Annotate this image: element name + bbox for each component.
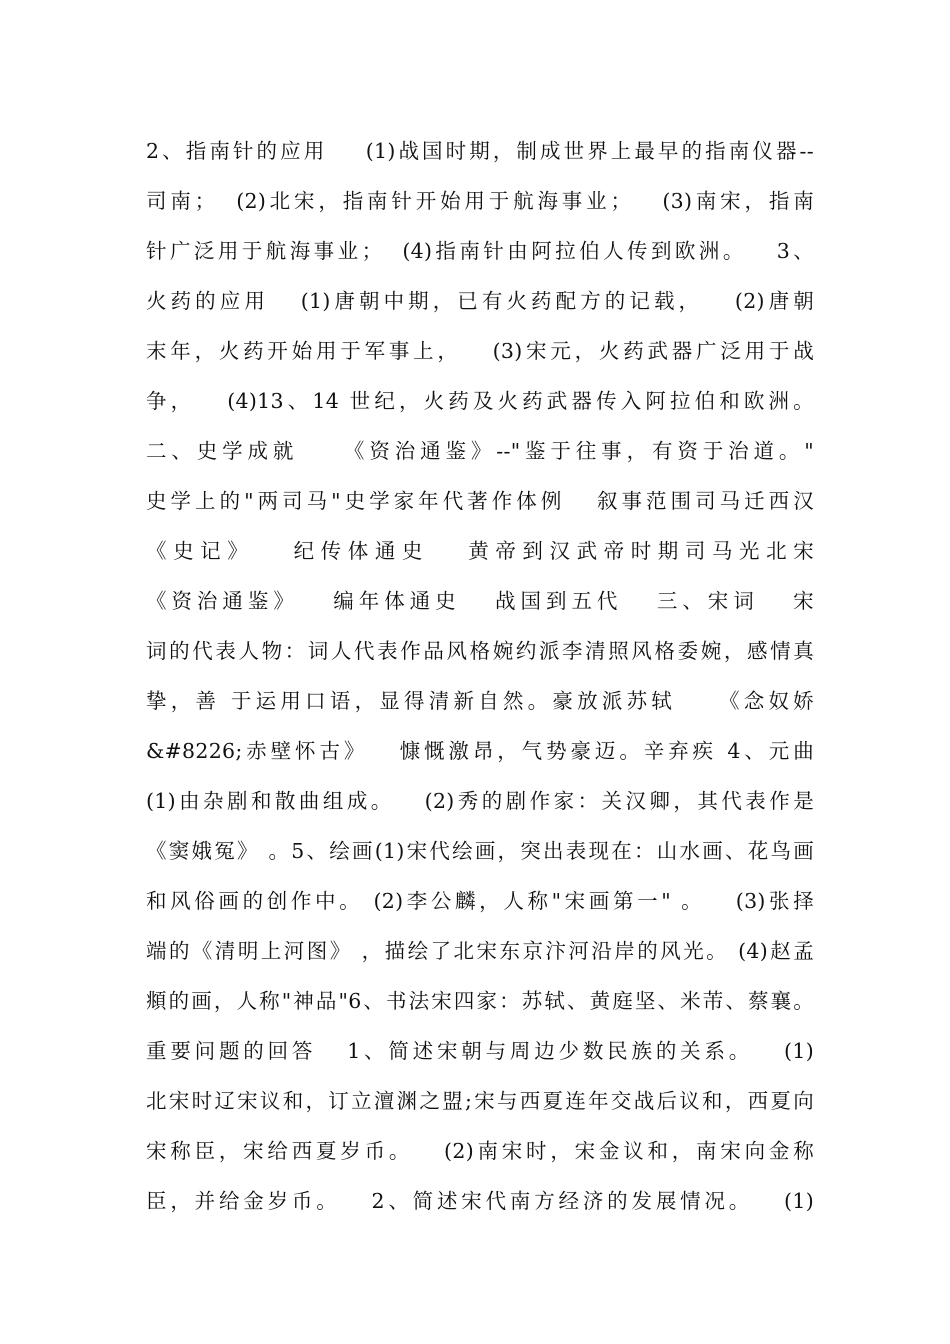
text-line: 词的代表人物：词人代表作品风格婉约派李清照风格委婉，感情真 <box>146 639 814 663</box>
text-line: 争， (4)13、14 世纪，火药及火药武器传入阿拉伯和欧洲。 <box>146 389 814 413</box>
text-line: 重要问题的回答 1、简述宋朝与周边少数民族的关系。 (1) <box>146 1039 814 1063</box>
text-line: 《窦娥冤》 。5、绘画(1)宋代绘画，突出表现在：山水画、花鸟画 <box>146 839 814 863</box>
text-line: 火药的应用 (1)唐朝中期，已有火药配方的记载， (2)唐朝 <box>146 289 814 313</box>
text-line: 司南； (2)北宋，指南针开始用于航海事业； (3)南宋，指南 <box>146 189 814 213</box>
text-line: 挚，善 于运用口语，显得清新自然。豪放派苏轼 《念奴娇 <box>146 689 814 713</box>
text-line: 二、史学成就 《资治通鉴》--"鉴于往事，有资于治道。" <box>146 439 814 463</box>
text-line: 北宋时辽宋议和，订立澶渊之盟;宋与西夏连年交战后议和，西夏向 <box>146 1089 814 1113</box>
text-line: 史学上的"两司马"史学家年代著作体例 叙事范围司马迁西汉 <box>146 489 814 513</box>
text-line: 针广泛用于航海事业； (4)指南针由阿拉伯人传到欧洲。 3、 <box>146 239 814 263</box>
text-line: 端的《清明上河图》 ，描绘了北宋东京汴河沿岸的风光。 (4)赵孟 <box>146 939 814 963</box>
text-line: 宋称臣，宋给西夏岁币。 (2)南宋时，宋金议和，南宋向金称 <box>146 1139 814 1163</box>
text-line: 和风俗画的创作中。 (2)李公麟，人称"宋画第一" 。 (3)张择 <box>146 889 814 913</box>
text-line: 2、指南针的应用 (1)战国时期，制成世界上最早的指南仪器-- <box>146 139 814 163</box>
text-line: 臣，并给金岁币。 2、简述宋代南方经济的发展情况。 (1) <box>146 1189 814 1213</box>
text-line: 《资治通鉴》 编年体通史 战国到五代 三、宋词 宋 <box>146 589 814 613</box>
text-line: (1)由杂剧和散曲组成。 (2)秀的剧作家：关汉卿，其代表作是 <box>146 789 814 813</box>
text-line: 《史记》 纪传体通史 黄帝到汉武帝时期司马光北宋 <box>146 539 814 563</box>
text-line: 末年，火药开始用于军事上， (3)宋元，火药武器广泛用于战 <box>146 339 814 363</box>
body-text <box>146 126 814 1226</box>
text-line: 頫的画，人称"神品"6、书法宋四家：苏轼、黄庭坚、米芾、蔡襄。 <box>146 989 814 1013</box>
text-line: &#8226;赤壁怀古》 慷慨激昂，气势豪迈。辛弃疾 4、元曲 <box>146 739 814 763</box>
